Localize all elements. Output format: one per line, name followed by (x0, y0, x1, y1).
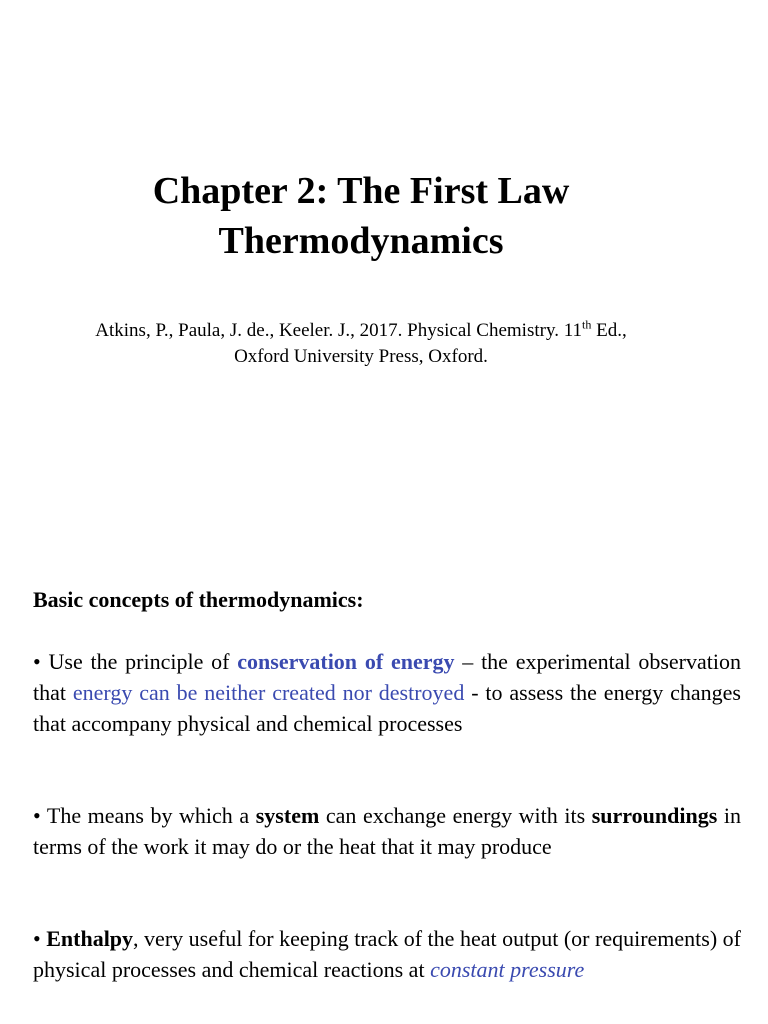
citation-text: Atkins, P., Paula, J. de., Keeler. J., 2017. Physical Chemistry. 11 (95, 320, 583, 341)
bullet-text: • (33, 926, 47, 951)
citation-line-2: Oxford University Press, Oxford. (234, 346, 488, 367)
key-term: system (255, 803, 320, 828)
bullet-conservation (33, 646, 741, 739)
page-title (0, 166, 722, 266)
bullet-text: – the experimental observation that (33, 649, 742, 705)
bullet-text: in terms of the work it may do or the heat that it may produce (33, 803, 741, 859)
bullet-text: can exchange energy with its (319, 803, 592, 828)
section-heading: Basic concepts of thermodynamics: (33, 587, 364, 612)
key-phrase: energy can be neither created nor destroyed (72, 680, 465, 705)
bullet-text: • The means by which a (33, 803, 256, 828)
citation-line-1 (0, 318, 722, 344)
key-term: conservation of energy (237, 649, 455, 674)
bullet-enthalpy (33, 923, 741, 985)
key-term: Enthalpy (46, 926, 134, 951)
key-phrase: constant pressure (430, 957, 585, 982)
bullet-text: • Use the principle of (33, 649, 238, 674)
bullet-system (33, 800, 741, 862)
key-term: surroundings (591, 803, 718, 828)
citation (0, 318, 722, 370)
title-line-1: Chapter 2: The First Law (152, 170, 570, 212)
citation-superscript: th (582, 317, 592, 332)
citation-edition: Ed., (591, 320, 627, 341)
title-line-2: Thermodynamics (218, 220, 504, 262)
bullet-text: - to assess the energy changes that accompany physical and chemical processes (33, 680, 741, 736)
bullet-text: , very useful for keeping track of the heat output (or requirements) of physical processes and chemical reactions at (33, 926, 741, 982)
